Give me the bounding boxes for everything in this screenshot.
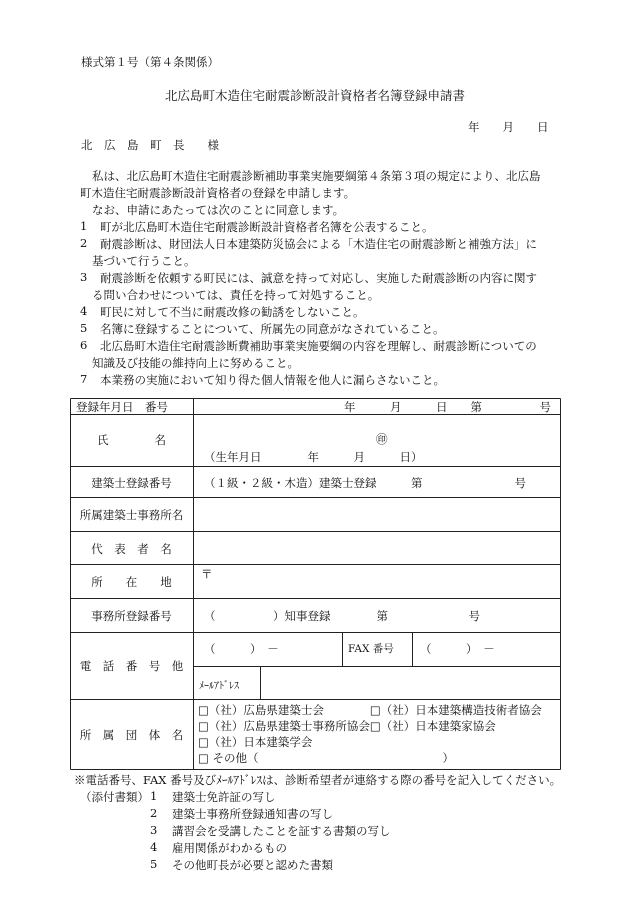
reg-date-value: 年 月 日 第 号 (344, 400, 551, 414)
attachment-item: 講習会を受講したことを証する書類の写し (172, 824, 391, 838)
consent-item-text: 北広島町木造住宅耐震診断費補助事業実施要綱の内容を理解し、耐震診断についての (100, 339, 537, 353)
consent-item-text: 耐震診断を依頼する町民には、誠意を持って対応し、実施した耐震診断の内容に関す (100, 271, 537, 285)
attachment-item: その他町長が必要と認めた書類 (172, 858, 333, 872)
attachment-number: 2 (150, 806, 158, 820)
attachment-item: 建築士事務所登録通知書の写し (172, 807, 333, 821)
representative-label: 代 表 者 名 (91, 542, 172, 556)
reg-date-label: 登録年月日 番号 (76, 400, 168, 414)
address-label: 所 在 地 (91, 575, 172, 589)
form-number: 様式第１号（第４条関係） (81, 55, 219, 69)
consent-item-text: 町民に対して不当に耐震改修の勧誘をしないこと。 (100, 305, 365, 319)
consent-item-text: 基づいて行うこと。 (92, 254, 196, 268)
office-name-input[interactable] (196, 500, 558, 530)
attachment-number: 5 (150, 857, 158, 871)
license-label: 建築士登録番号 (91, 476, 172, 490)
consent-item-text: 名簿に登録することについて、所属先の同意がなされていること。 (100, 322, 445, 336)
consent-item-number: 5 (80, 321, 88, 335)
office-name-label: 所属建築士事務所名 (79, 508, 184, 522)
consent-item-text: る問い合わせについては、責任を持って対処すること。 (92, 288, 380, 302)
postal-mark: 〒 (201, 567, 213, 581)
license-value[interactable]: （１級・２級・木造）建築士登録 第 号 (204, 476, 526, 490)
consent-item-number: 7 (80, 372, 88, 386)
representative-input[interactable] (196, 534, 558, 563)
address-input[interactable] (215, 567, 558, 596)
consent-item-text: 町が北広島町木造住宅耐震診断設計資格者名簿を公表すること。 (100, 220, 434, 234)
office-reg-value[interactable]: （ ）知事登録 第 号 (204, 609, 480, 623)
attachments-label: （添付書類） (80, 790, 149, 804)
attachment-number: 3 (150, 823, 158, 837)
document-title: 北広島町木造住宅耐震診断設計資格者名簿登録申請書 (164, 88, 465, 103)
consent-item-text: 知識及び技能の維持向上に努めること。 (92, 356, 299, 370)
intro-line-2: 町木造住宅耐震診断設計資格者の登録を申請します。 (80, 186, 356, 200)
consent-item-number: 4 (80, 304, 88, 318)
contact-note: ※電話番号、FAX 番号及びﾒｰﾙｱﾄﾞﾚｽは、診断希望者が連絡する際の番号を記入してください。 (74, 773, 562, 787)
fax-value[interactable]: （ ） － (420, 642, 495, 656)
attachment-number: 1 (150, 789, 158, 803)
attachment-number: 4 (150, 840, 158, 854)
attachment-item: 建築士免許証の写し (172, 790, 276, 804)
attachment-item: 雇用関係がわかるもの (172, 841, 287, 855)
consent-item-number: 2 (80, 236, 88, 250)
birth-date-field[interactable]: （生年月日 年 月 日） (204, 450, 423, 464)
consent-item-number: 3 (80, 270, 88, 284)
consent-item-number: 6 (80, 338, 88, 352)
seal-mark: ㊞ (376, 432, 388, 446)
consent-item-text: 本業務の実施において知り得た個人情報を他人に漏らさないこと。 (100, 373, 445, 387)
office-reg-label: 事務所登録番号 (91, 609, 172, 623)
group-option-row[interactable]: □ その他（ ） (198, 751, 455, 765)
groups-label: 所 属 団 体 名 (79, 728, 184, 742)
addressee: 北 広 島 町 長 様 (81, 138, 219, 152)
name-label: 氏 名 (97, 433, 166, 447)
group-option-row[interactable]: □（社）広島県建築士事務所協会□（社）日本建築家協会 (198, 719, 496, 733)
fax-label: FAX 番号 (348, 643, 394, 655)
group-option-row[interactable]: □（社）日本建築学会 (198, 735, 313, 749)
group-option-row[interactable]: □（社）広島県建築士会 □（社）日本建築構造技術者協会 (198, 703, 542, 717)
date-line: 年 月 日 (468, 120, 549, 134)
consent-item-text: 耐震診断は、財団法人日本建築防災協会による「木造住宅の耐震診断と補強方法」に (100, 237, 537, 251)
email-input[interactable] (263, 669, 558, 697)
phone-value[interactable]: （ ） － (204, 642, 279, 656)
email-label: ﾒｰﾙｱﾄﾞﾚｽ (199, 681, 239, 692)
consent-item-number: 1 (80, 219, 88, 233)
name-input[interactable] (196, 416, 558, 446)
intro-line-3: なお、申請にあたっては次のことに同意します。 (92, 203, 345, 217)
intro-line-1: 私は、北広島町木造住宅耐震診断補助事業実施要綱第４条第３項の規定により、北広島 (92, 169, 541, 183)
phone-label: 電 話 番 号 他 (79, 659, 184, 673)
registration-form-table (70, 398, 561, 770)
